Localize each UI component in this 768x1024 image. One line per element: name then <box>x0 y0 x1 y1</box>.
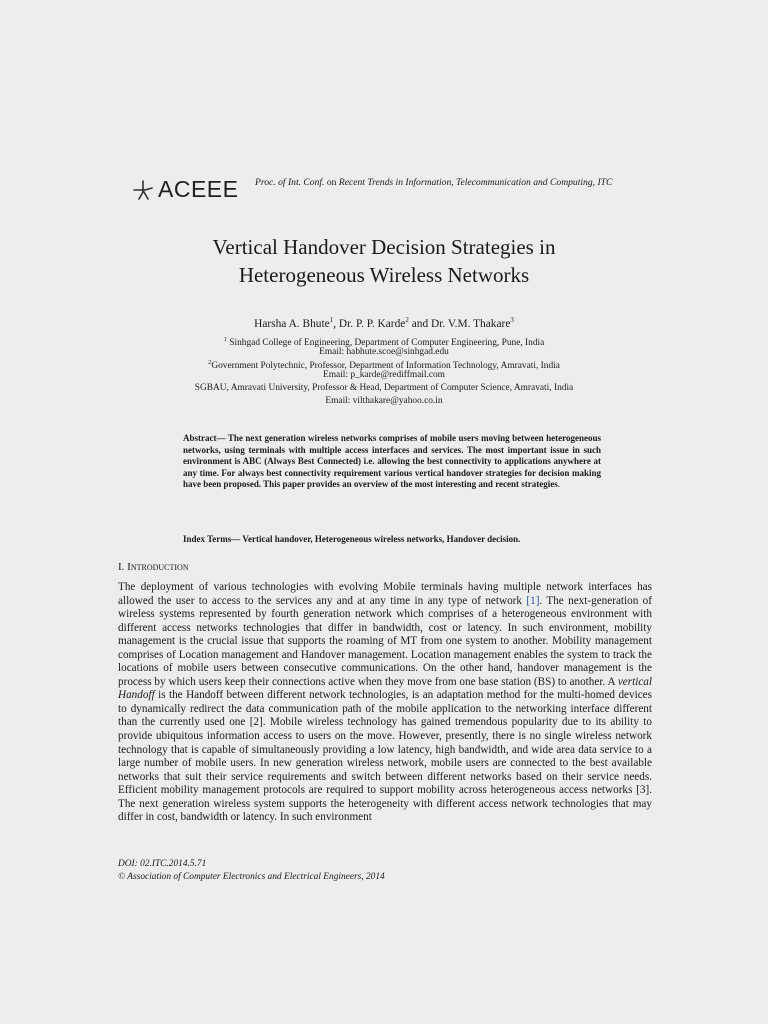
body-paragraph <box>118 581 652 825</box>
affiliation-1-text: Sinhgad College of Engineering, Department of Computer Engineering, Pune, India <box>226 338 545 349</box>
email-3: Email: vilthakare@yahoo.co.in <box>325 396 443 406</box>
body-text-3: is the Handoff between different network technologies, is an adaptation method for the multi-homed devices to dynamically redirect the data communication path of the mobile application to the networking interface different than the currently used one [2]. Mobile wireless technology has gained tremendous popularity due to its ability to provide ubiquitous information access to users on the move. However, presently, there is no single wireless network technology that is capable of simultaneously providing a low latency, high bandwidth, and wide area data service to a large number of mobile users. In new generation wireless network, mobile users are connected to the best available networks that suit their service requirements and switch between different networks based on their service needs. Efficient mobility management protocols are required to support mobility across heterogeneous access networks [3]. The next generation wireless system supports the heterogeneity with different access network technologies that may differ in cost, bandwidth or latency. In such environment <box>118 689 652 824</box>
body-text-1: The deployment of various technologies with evolving Mobile terminals having multiple network interfaces has allowed the user to access to the services any and at any time in any type of network <box>118 581 652 607</box>
copyright: © Association of Computer Electronics and Electrical Engineers, 2014 <box>118 871 385 882</box>
author-2: , Dr. P. P. Karde <box>333 317 406 330</box>
title-line-1: Vertical Handover Decision Strategies in <box>212 235 556 259</box>
logo-text: ACEEE <box>158 176 239 202</box>
title-line-2: Heterogeneous Wireless Networks <box>238 263 530 287</box>
author-list <box>0 316 768 330</box>
email-1: Email: habhute.scoe@sinhgad.edu <box>319 347 449 357</box>
section-title: Introduction <box>127 561 189 573</box>
author-2-sup: 2 <box>405 316 409 324</box>
author-3-sup: 3 <box>510 316 514 324</box>
aceee-logo <box>132 176 238 203</box>
body-text-2: . The next-generation of wireless systems represented by fourth generation network which comprises of a heterogeneous environment with different access networks technologies that differ in bandwidth, cost or latency. In such environment, mobility management is the crucial issue that supports the roaming of MT from one system to another. Mobility management comprises of Location management and Handover management. Location management enables the system to track the locations of mobile users between consecutive communications. On the other hand, handover management is the process by which users keep their connections active when they move from one base station (BS) to another. A <box>118 594 653 688</box>
abstract <box>183 433 601 491</box>
email-2: Email: p_karde@rediffmail.com <box>323 370 445 380</box>
paper-title <box>0 233 768 289</box>
proceedings-line <box>255 177 655 188</box>
proc-conference: Recent Trends in Information, Telecommunication and Computing, ITC <box>338 177 613 188</box>
doi: DOI: 02.ITC.2014.5.71 <box>118 859 207 869</box>
proc-on: on <box>326 177 337 188</box>
page-footer <box>118 858 385 883</box>
star-logo-icon <box>132 179 154 201</box>
affiliation-1-sup: 1 <box>223 336 227 343</box>
author-1-sup: 1 <box>329 316 334 324</box>
citation-link[interactable]: [1] <box>526 594 540 607</box>
section-number: I. <box>118 561 125 573</box>
author-3: and Dr. V.M. Thakare <box>408 317 511 330</box>
author-1: Harsha A. Bhute <box>254 317 330 330</box>
body-emphasis: vertical Handoff <box>118 675 652 702</box>
proc-prefix: Proc. of Int. Conf. <box>255 177 325 188</box>
index-terms: Index Terms— Vertical handover, Heterogeneous wireless networks, Handover decision. <box>183 534 521 544</box>
affiliation-2-sup: 2 <box>208 359 212 366</box>
abstract-text: Abstract— The next generation wireless networks comprises of mobile users moving between heterogeneous networks, using terminals with multiple access interfaces and services. The most important issue in such environment is ABC (Always Best Connected) i.e. allowing the best connectivity to applications anywhere at any time. For always best connectivity requirement various vertical handover strategies for decision making have been proposed. This paper provides an overview of the most interesting and recent strategies <box>183 433 601 490</box>
affiliation-3: SGBAU, Amravati University, Professor & Head, Department of Computer Science, Amravati, India <box>194 383 574 393</box>
abstract-tail: . <box>557 479 560 490</box>
section-heading <box>118 561 189 573</box>
affiliation-2-text: Government Polytechnic, Professor, Department of Information Technology, Amravati, India <box>211 361 560 372</box>
